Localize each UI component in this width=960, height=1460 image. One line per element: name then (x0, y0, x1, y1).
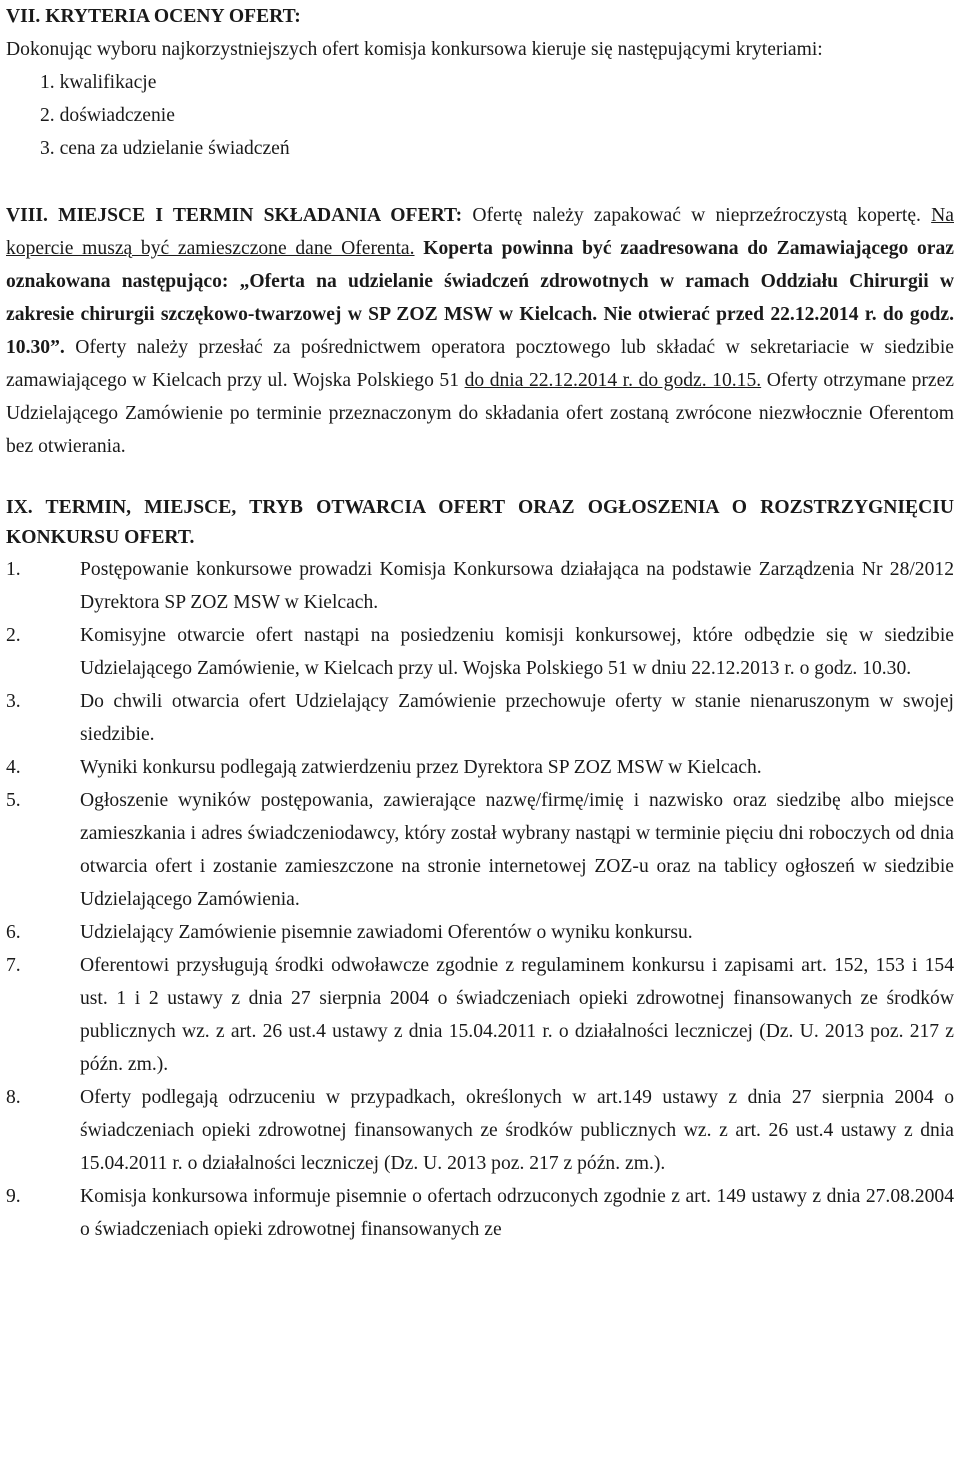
list-item (6, 619, 954, 685)
list-item (6, 1081, 954, 1180)
section-8-text-bold: Koperta powinna być zaadresowana do Zamawiającego oraz oznakowana następująco: „Oferta na udzielanie świadczeń zdrowotnych w ramach Oddziału Chirurgii w zakresie chirurgii szczękowo-twarzowej w SP ZOZ MSW w Kielcach. Nie otwierać przed 22.12.2014 r. do godz. 10.30”. (6, 238, 955, 358)
section-8-text-3: Oferty otrzymane przez Udzielającego Zamówienie po terminie przeznaczonym do składania ofert zostaną zwrócone niezwłocznie Oferentom bez otwierania. (6, 370, 955, 457)
section-kryteria-oceny (6, 0, 954, 165)
item-text: Komisja konkursowa informuje pisemnie o ofertach odrzuconych zgodnie z art. 149 ustawy z dnia 27.08.2004 o świadczeniach opieki zdrowotnej finansowanych ze (80, 1186, 954, 1240)
item-text: Postępowanie konkursowe prowadzi Komisja Konkursowa działająca na podstawie Zarządzenia Nr 28/2012 Dyrektora SP ZOZ MSW w Kielcach. (80, 559, 954, 613)
item-number: 6. (6, 922, 21, 943)
item-number: 9. (6, 1186, 21, 1207)
section-9-list (6, 553, 954, 1246)
section-8-text-underlined-1: Na kopercie muszą być zamieszczone dane Oferenta. (6, 205, 954, 259)
list-item (6, 685, 954, 751)
section-8-text-underlined-2: do dnia 22.12.2014 r. do godz. 10.15. (464, 370, 762, 391)
item-text: Wyniki konkursu podlegają zatwierdzeniu przez Dyrektora SP ZOZ MSW w Kielcach. (80, 757, 762, 778)
criteria-item: 2. doświadczenie (40, 105, 175, 126)
item-number: 2. (6, 625, 21, 646)
item-text: Do chwili otwarcia ofert Udzielający Zamówienie przechowuje oferty w stanie nienaruszonym w swojej siedzibie. (80, 691, 954, 745)
section-8-paragraph (6, 199, 954, 463)
list-item (6, 553, 954, 619)
list-item (6, 751, 954, 784)
section-7-heading: VII. KRYTERIA OCENY OFERT: (6, 6, 301, 27)
criteria-item: 1. kwalifikacje (40, 72, 157, 93)
item-number: 4. (6, 757, 21, 778)
item-text: Oferentowi przysługują środki odwoławcze zgodnie z regulaminem konkursu i zapisami art. 152, 153 i 154 ust. 1 i 2 ustawy z dnia 27 sierpnia 2004 o świadczeniach opieki zdrowotnej finansowanych ze środków publicznych wz. z art. 26 ust.4 ustawy z dnia 15.04.2011 r. o działalności leczniczej (Dz. U. 2013 poz. 217 z późn. zm.). (80, 955, 954, 1075)
section-9-heading: IX. TERMIN, MIEJSCE, TRYB OTWARCIA OFERT ORAZ OGŁOSZENIA O ROZSTRZYGNIĘCIU KONKURSU OFERT. (6, 497, 954, 548)
item-number: 5. (6, 790, 21, 811)
item-text: Oferty podlegają odrzuceniu w przypadkach, określonych w art.149 ustawy z dnia 27 sierpnia 2004 o świadczeniach opieki zdrowotnej finansowanych ze środków publicznych wz. z art. 26 ust.4 ustawy z dnia 15.04.2011 r. o działalności leczniczej (Dz. U. 2013 poz. 217 z późn. zm.). (80, 1087, 954, 1174)
section-miejsce-termin (6, 199, 954, 463)
item-number: 3. (6, 691, 21, 712)
item-text: Udzielający Zamówienie pisemnie zawiadomi Oferentów o wyniku konkursu. (80, 922, 693, 943)
section-8-text-2: Oferty należy przesłać za pośrednictwem operatora pocztowego lub składać w sekretariacie w siedzibie zamawiającego w Kielcach przy ul. Wojska Polskiego 51 (6, 337, 954, 391)
item-number: 1. (6, 559, 21, 580)
list-item (6, 949, 954, 1081)
item-text: Komisyjne otwarcie ofert nastąpi na posiedzeniu komisji konkursowej, które odbędzie się w siedzibie Udzielającego Zamówienie, w Kielcach przy ul. Wojska Polskiego 51 w dniu 22.12.2013 r. o godz. 10.30. (80, 625, 954, 679)
item-number: 7. (6, 955, 21, 976)
item-text: Ogłoszenie wyników postępowania, zawierające nazwę/firmę/imię i nazwisko oraz siedzibę albo miejsce zamieszkania i adres świadczeniodawcy, który został wybrany nastąpi w terminie pięciu dni roboczych od dnia otwarcia ofert i zostanie zamieszczone na stronie internetowej ZOZ-u oraz na tablicy ogłoszeń w siedzibie Udzielającego Zamówienia. (80, 790, 954, 910)
section-7-intro: Dokonując wyboru najkorzystniejszych ofert komisja konkursowa kieruje się następującymi kryteriami: (6, 39, 823, 60)
criteria-list (6, 66, 954, 165)
item-number: 8. (6, 1087, 21, 1108)
section-8-heading: VIII. MIEJSCE I TERMIN SKŁADANIA OFERT: (6, 205, 463, 226)
list-item (6, 784, 954, 916)
criteria-item: 3. cena za udzielanie świadczeń (40, 138, 290, 159)
section-otwarcie-ofert (6, 493, 954, 1246)
list-item (6, 916, 954, 949)
list-item (6, 1180, 954, 1246)
section-8-text-1: Ofertę należy zapakować w nieprzeźroczystą kopertę. (462, 205, 932, 226)
